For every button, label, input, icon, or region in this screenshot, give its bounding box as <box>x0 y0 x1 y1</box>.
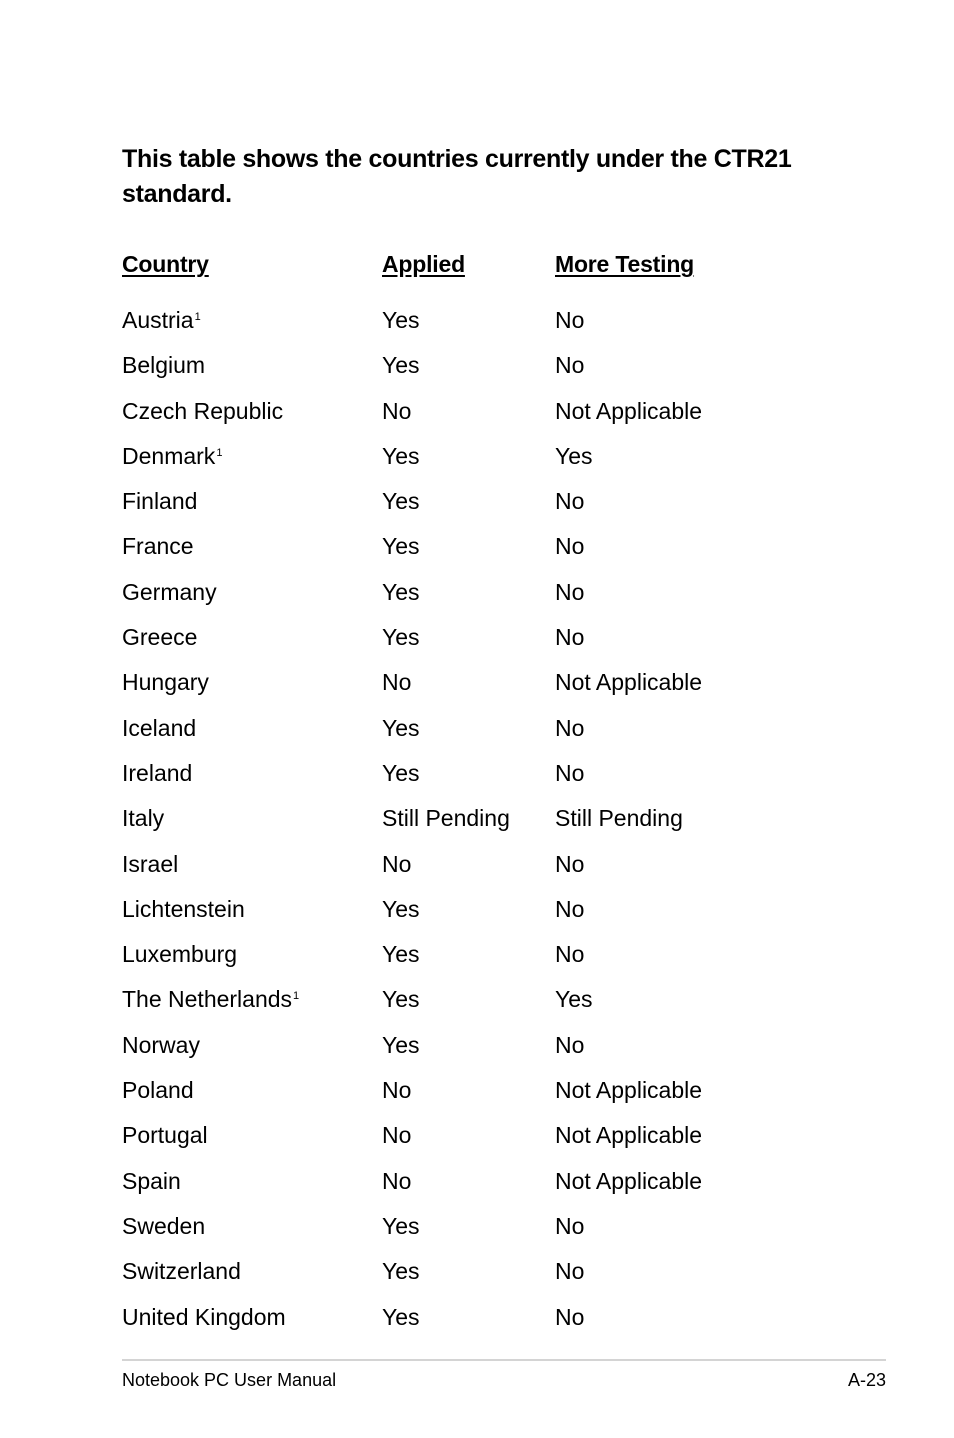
applied-cell: No <box>382 1167 412 1194</box>
country-name: Switzerland <box>122 1258 241 1285</box>
country-cell <box>122 1073 194 1107</box>
country-cell <box>122 484 197 518</box>
country-name: Luxemburg <box>122 941 238 968</box>
page-heading: This table shows the countries currently under the CTR21 standard. <box>122 145 792 208</box>
table-row <box>0 1254 954 1299</box>
applied-cell: No <box>382 669 412 696</box>
country-name: Spain <box>122 1167 181 1194</box>
footnote-marker: 1 <box>194 311 201 323</box>
more-testing-cell: No <box>555 352 585 379</box>
table-row <box>0 1300 954 1345</box>
country-cell <box>122 665 209 699</box>
table-row <box>0 1028 954 1073</box>
more-testing-cell: No <box>555 1303 585 1330</box>
country-cell <box>122 348 205 382</box>
country-name: Finland <box>122 488 198 515</box>
applied-cell: Yes <box>382 1212 420 1239</box>
applied-cell: Yes <box>382 307 420 333</box>
applied-cell: Yes <box>382 1303 420 1330</box>
table-row <box>0 484 954 529</box>
more-testing-cell: Not Applicable <box>555 1077 703 1104</box>
applied-cell: Yes <box>382 352 420 379</box>
country-name: Sweden <box>122 1212 206 1239</box>
more-testing-cell: No <box>555 759 585 786</box>
applied-cell: Yes <box>382 578 420 605</box>
more-testing-cell: No <box>555 1031 585 1058</box>
table-row <box>0 348 954 393</box>
table-row <box>0 847 954 892</box>
applied-cell: Yes <box>382 1031 420 1058</box>
table-row <box>0 439 954 484</box>
applied-cell: Yes <box>382 759 420 786</box>
more-testing-cell: No <box>555 1258 585 1285</box>
country-cell <box>122 1300 286 1334</box>
column-header-country: Country <box>122 251 209 277</box>
more-testing-cell: No <box>555 488 585 515</box>
country-name: Germany <box>122 578 217 605</box>
column-header-applied: Applied <box>382 251 465 277</box>
more-testing-cell: No <box>555 895 585 922</box>
more-testing-cell: No <box>555 1212 585 1239</box>
country-cell <box>122 711 196 745</box>
table-row <box>0 937 954 982</box>
country-cell <box>122 982 299 1016</box>
country-name: Denmark <box>122 442 216 469</box>
country-cell <box>122 303 201 337</box>
country-name: Italy <box>122 805 165 832</box>
country-name: Austria <box>122 307 194 333</box>
column-header-more-testing: More Testing <box>555 251 695 277</box>
more-testing-cell: Not Applicable <box>555 1167 703 1194</box>
applied-cell: Still Pending <box>382 805 510 832</box>
country-name: Iceland <box>122 714 197 741</box>
applied-cell: Yes <box>382 986 420 1013</box>
country-cell <box>122 1028 200 1062</box>
country-name: Ireland <box>122 759 193 786</box>
country-cell <box>122 1209 205 1243</box>
country-cell <box>122 1164 181 1198</box>
country-cell <box>122 1118 208 1152</box>
more-testing-cell: Not Applicable <box>555 669 703 696</box>
more-testing-cell: Yes <box>555 442 593 469</box>
country-name: Israel <box>122 850 179 877</box>
more-testing-cell: Not Applicable <box>555 1122 703 1149</box>
country-name: Poland <box>122 1077 194 1104</box>
table-row <box>0 892 954 937</box>
country-cell <box>122 439 222 473</box>
table-row <box>0 620 954 665</box>
table-row <box>0 1073 954 1118</box>
more-testing-cell: No <box>555 624 585 651</box>
applied-cell: No <box>382 850 412 877</box>
applied-cell: Yes <box>382 941 420 968</box>
country-name: Hungary <box>122 669 209 696</box>
more-testing-cell: No <box>555 850 585 877</box>
table-row <box>0 982 954 1027</box>
footer-manual-title: Notebook PC User Manual <box>122 1370 337 1390</box>
table-row <box>0 394 954 439</box>
country-table <box>0 303 954 1345</box>
country-name: The Netherlands <box>122 986 293 1013</box>
footer-page-number: A-23 <box>847 1370 886 1390</box>
country-cell <box>122 575 217 609</box>
country-cell <box>122 394 283 428</box>
country-cell <box>122 801 164 835</box>
applied-cell: Yes <box>382 442 420 469</box>
applied-cell: No <box>382 1122 412 1149</box>
country-name: Czech Republic <box>122 397 284 424</box>
country-name: Lichtenstein <box>122 895 245 922</box>
applied-cell: Yes <box>382 624 420 651</box>
country-cell <box>122 847 178 881</box>
applied-cell: Yes <box>382 714 420 741</box>
table-row <box>0 801 954 846</box>
country-cell <box>122 937 237 971</box>
applied-cell: Yes <box>382 488 420 515</box>
country-name: France <box>122 533 194 560</box>
applied-cell: No <box>382 397 412 424</box>
country-name: Norway <box>122 1031 200 1058</box>
applied-cell: Yes <box>382 1258 420 1285</box>
footnote-marker: 1 <box>293 990 300 1003</box>
applied-cell: Yes <box>382 533 420 560</box>
more-testing-cell: No <box>555 307 585 333</box>
applied-cell: No <box>382 1077 412 1104</box>
country-cell <box>122 620 197 654</box>
more-testing-cell: No <box>555 533 585 560</box>
country-name: Portugal <box>122 1122 208 1149</box>
more-testing-cell: No <box>555 941 585 968</box>
table-row <box>0 1209 954 1254</box>
table-row <box>0 529 954 574</box>
table-row <box>0 575 954 620</box>
table-row <box>0 1164 954 1209</box>
country-name: Greece <box>122 624 198 651</box>
more-testing-cell: No <box>555 578 585 605</box>
applied-cell: Yes <box>382 895 420 922</box>
more-testing-cell: Not Applicable <box>555 397 703 424</box>
country-cell <box>122 756 192 790</box>
country-cell <box>122 1254 241 1288</box>
country-name: Belgium <box>122 352 206 379</box>
table-row <box>0 303 954 348</box>
country-cell <box>122 892 245 926</box>
table-row <box>0 665 954 710</box>
more-testing-cell: Still Pending <box>555 805 683 832</box>
country-cell <box>122 529 194 563</box>
footer-divider <box>122 1359 886 1361</box>
table-row <box>0 711 954 756</box>
table-row <box>0 1118 954 1163</box>
footnote-marker: 1 <box>216 446 223 459</box>
country-name: United Kingdom <box>122 1303 286 1330</box>
table-row <box>0 756 954 801</box>
more-testing-cell: Yes <box>555 986 593 1013</box>
more-testing-cell: No <box>555 714 585 741</box>
